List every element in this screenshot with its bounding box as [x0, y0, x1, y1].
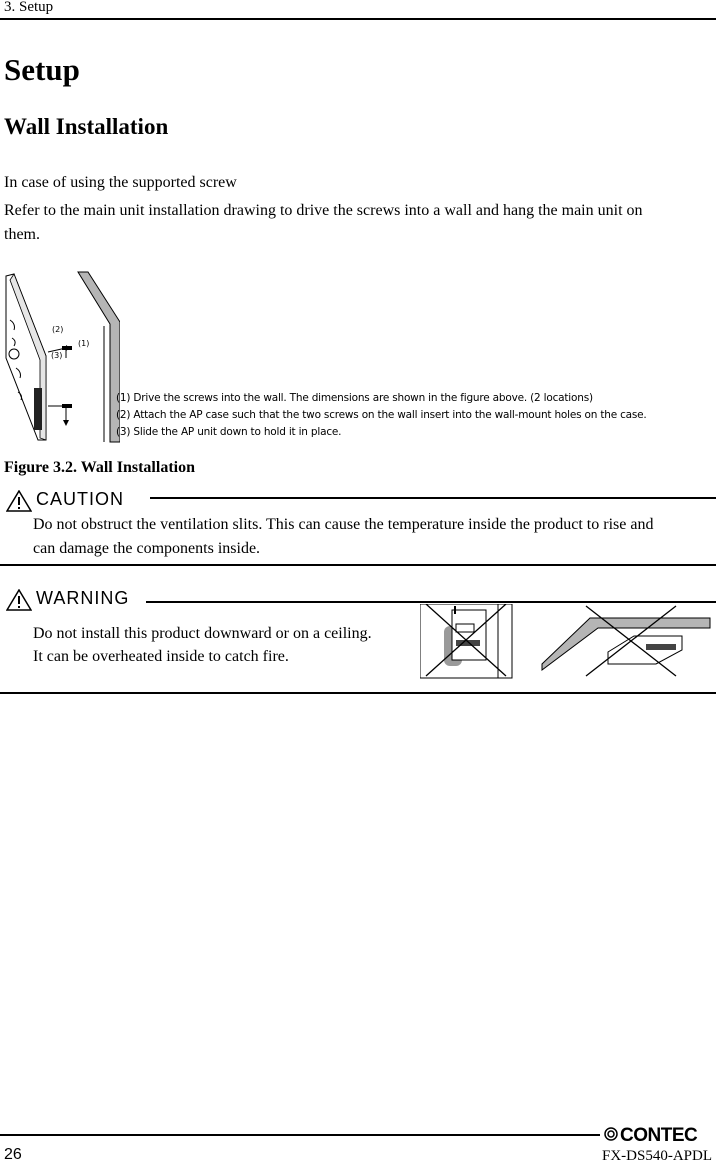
warning-triangle-icon	[6, 490, 32, 512]
header-rule	[0, 18, 716, 20]
warning-label: WARNING	[36, 588, 130, 608]
prohibited-installation-figure	[420, 604, 716, 680]
caution-text-line-2: can damage the components inside.	[33, 540, 261, 557]
caution-label: CAUTION	[36, 489, 124, 509]
caution-text-line-1: Do not obstruct the ventilation slits. This can cause the temperature inside the product to rise and	[33, 516, 654, 533]
contec-logo-icon	[604, 1127, 618, 1141]
callout-1: (1)	[78, 339, 90, 348]
page-number: 26	[4, 1146, 22, 1163]
intro-paragraph-line-1: Refer to the main unit installation drawing to drive the screws into a wall and hang the main unit on	[4, 202, 643, 219]
caution-rule	[150, 497, 716, 499]
figure-step: (2) Attach the AP case such that the two screws on the wall insert into the wall-mount holes on the case.	[116, 409, 647, 421]
callout-2: (2)	[52, 325, 64, 334]
page-title: Setup	[4, 52, 80, 87]
warning-text-line-1: Do not install this product downward or on a ceiling.	[33, 625, 372, 642]
intro-line: In case of using the supported screw	[4, 174, 237, 191]
warning-triangle-icon	[6, 589, 32, 611]
intro-paragraph-line-2: them.	[4, 226, 40, 243]
warning-rule	[146, 601, 716, 603]
figure-step: (3) Slide the AP unit down to hold it in place.	[116, 426, 342, 438]
footer-rule	[0, 1134, 600, 1136]
callout-3: (3)	[51, 351, 63, 360]
caution-bottom-rule	[0, 564, 716, 566]
document-code: FX-DS540-APDL	[601, 1148, 712, 1164]
figure-step: (1) Drive the screws into the wall. The dimensions are shown in the figure above. (2 locations)	[116, 392, 593, 404]
wall-installation-figure	[0, 268, 120, 444]
warning-text-line-2: It can be overheated inside to catch fire.	[33, 648, 289, 665]
figure-caption: Figure 3.2. Wall Installation	[4, 459, 195, 476]
figure-steps	[116, 390, 647, 441]
brand-logo: CONTEC	[620, 1125, 698, 1146]
running-header: 3. Setup	[4, 0, 54, 15]
warning-bottom-rule	[0, 692, 716, 694]
section-title: Wall Installation	[4, 114, 169, 139]
